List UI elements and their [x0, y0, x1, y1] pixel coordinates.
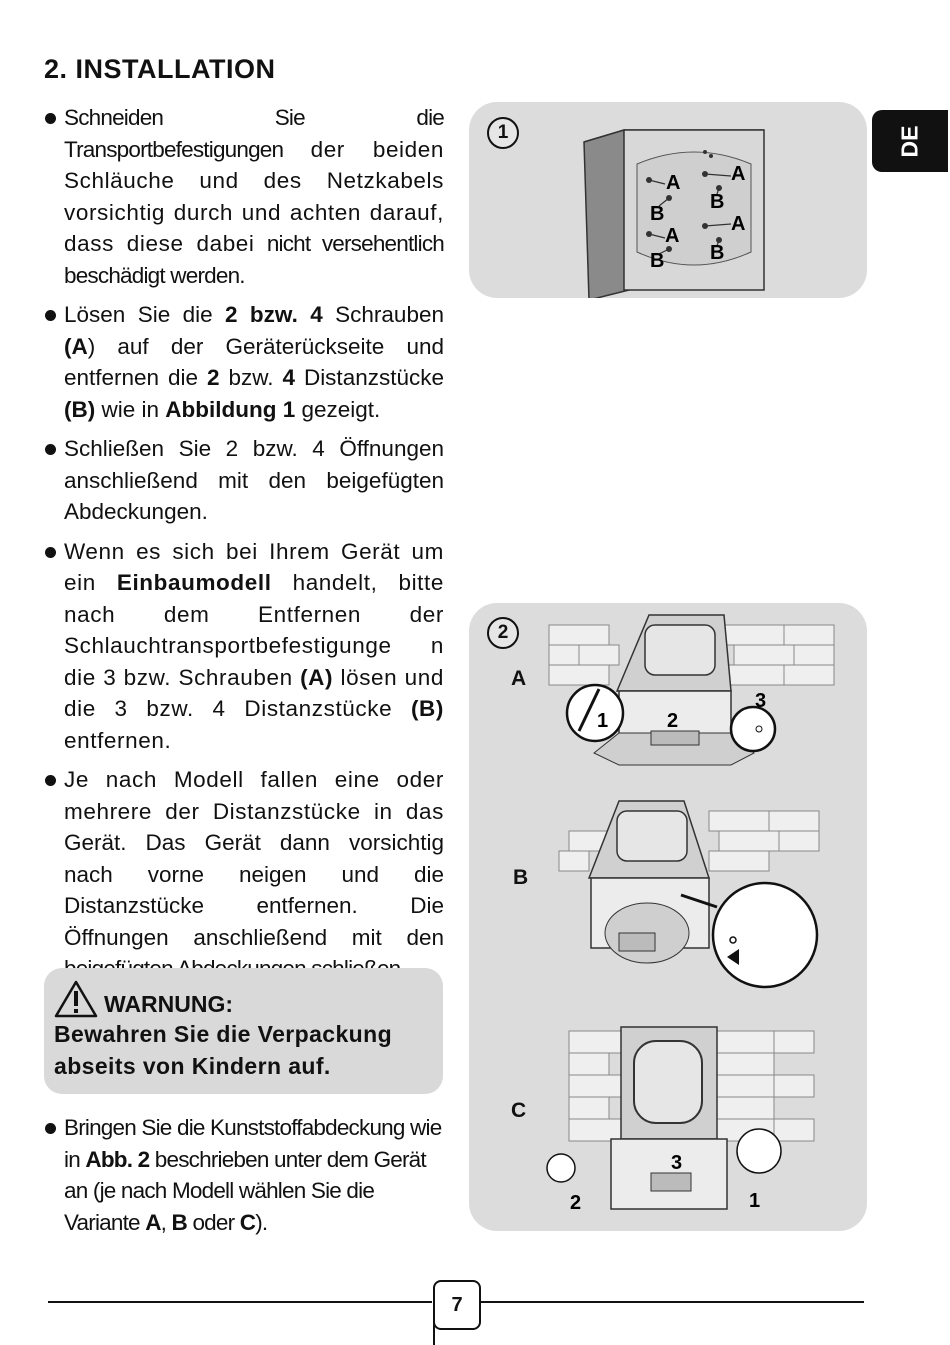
fig1-label: A [665, 225, 680, 247]
bullet-text: Lösen Sie die [64, 302, 226, 327]
bullet-text: (B) [64, 396, 96, 422]
bullet-plastic-cover [44, 1112, 444, 1238]
bullet-text: lösen und die 3 bzw. 4 Distanzstücke [64, 664, 444, 721]
bullet-text: Abbildung 1 [165, 396, 296, 422]
fig1-label: B [650, 250, 665, 272]
bullet-text: ) auf der Geräterückseite und entfernen die [64, 333, 444, 390]
warning-title [54, 980, 233, 1018]
bullet-remove-screws [44, 299, 444, 425]
bullet-text: ). [255, 1209, 268, 1235]
washer-rear-illustration [469, 102, 867, 298]
warning-triangle-icon [54, 980, 98, 1018]
warning-text: Bewahren Sie die Verpackung abseits von Kindern auf. [54, 1021, 393, 1079]
bullet-text: gezeigt. [295, 396, 381, 422]
bullet-text: nicht versehentlich beschädigt werden. [64, 231, 444, 288]
page-number-stem [433, 1320, 435, 1345]
footer-rule-right [479, 1301, 864, 1303]
bullet-text: handelt, bitte nach dem Entfernen der Schlauchtransportbefestigunge n die 3 bzw. Schrauben [64, 570, 444, 690]
bullet-built-in-model [44, 536, 444, 757]
variant-a-label: A [511, 667, 527, 690]
variant-c-label: C [511, 1099, 527, 1122]
bullet-text: A [145, 1209, 161, 1235]
footer-rule-left [48, 1301, 432, 1303]
callout-c-1: 1 [749, 1190, 761, 1212]
callout-a-3: 3 [755, 690, 767, 712]
bullet-text: Distanzstücke [294, 365, 444, 390]
page-number: 7 [433, 1280, 481, 1330]
fig1-label: B [650, 203, 665, 225]
bullet-text: bzw. [219, 365, 283, 390]
variant-b-label: B [513, 866, 529, 889]
bullet-text: Je nach Modell fallen eine oder mehrere der Distanzstücke in das [64, 767, 444, 824]
bullet-text: Schließen Sie 2 bzw. 4 Öffnungen anschließend mit den beigefügten Abdeckungen. [64, 436, 444, 524]
bullet-text: Schneiden Sie die Transportbefestigungen [64, 105, 444, 162]
figure-2-panel [469, 603, 867, 1231]
bullet-text: Einbaumodell [116, 570, 272, 595]
fig1-label: A [731, 163, 746, 185]
language-tab [872, 110, 948, 172]
bullet-text: 2 bzw. 4 [225, 302, 323, 327]
bullet-text: (B) [410, 696, 444, 721]
bullet-text: Schrauben [322, 302, 444, 327]
fig1-label: A [731, 213, 746, 235]
bullet-cut-transport-ties [44, 102, 444, 291]
callout-a-1: 1 [597, 710, 609, 732]
instruction-column-bottom [44, 1112, 444, 1246]
bullet-text: oder [187, 1209, 240, 1235]
bullet-text: wie in [95, 396, 166, 422]
bullet-text: B [171, 1209, 187, 1235]
bullet-spacers-fall-in [44, 764, 444, 985]
figure-1-panel [469, 102, 867, 298]
bullet-text: 2 [207, 365, 220, 390]
figure-2-number: 2 [487, 617, 519, 649]
language-tab-label: DE [896, 125, 923, 157]
figure-1-number: 1 [487, 117, 519, 149]
warning-box [44, 968, 443, 1094]
fig1-label: A [666, 172, 681, 194]
callout-c-2: 2 [570, 1192, 582, 1214]
section-heading: 2. INSTALLATION [44, 54, 276, 84]
warning-title-text: WARNUNG: [104, 991, 234, 1017]
bullet-text: entfernen. [64, 727, 172, 753]
fig1-label: B [710, 242, 725, 264]
bullet-text: , [160, 1209, 172, 1235]
bullet-text: Wenn es sich bei Ihrem Gerät um ein [64, 538, 444, 595]
fig1-label: B [710, 191, 725, 213]
callout-a-2: 2 [667, 710, 679, 732]
instruction-column [44, 102, 444, 993]
bullet-text: (A [64, 333, 88, 359]
bullet-text: beschrieben unter dem Gerät an (je nach Modell wählen Sie die Variante [64, 1146, 426, 1235]
bullet-text: (A) [300, 664, 334, 690]
variant-a-illustration [469, 603, 867, 1231]
bullet-close-openings [44, 433, 444, 528]
bullet-text: Gerät. Das Gerät dann vorsichtig nach vorne neigen und die Distanzstücke entfernen. Die Öffnungen anschließend mit den [64, 830, 444, 950]
bullet-text: 4 [282, 365, 295, 390]
bullet-text: Bringen Sie die Kunststoffabdeckung wie in [64, 1115, 442, 1172]
callout-c-3: 3 [671, 1152, 683, 1174]
bullet-text: Abb. 2 [85, 1146, 150, 1172]
bullet-text: der beiden Schläuche und des Netzkabels vorsichtig durch und achten darauf, dass diese dabei [64, 136, 444, 256]
bullet-text: C [239, 1209, 256, 1235]
